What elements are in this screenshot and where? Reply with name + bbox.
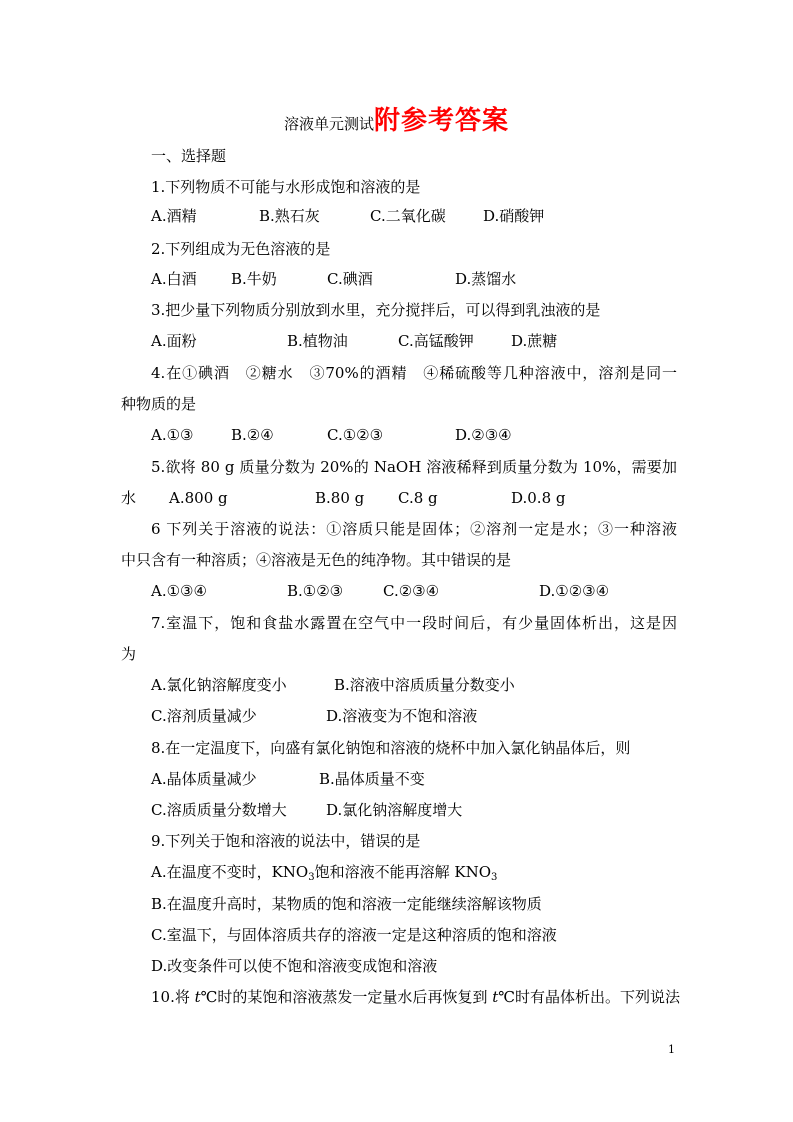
q10-variable-2: t [492,988,499,1006]
q9-option-d: D.改变条件可以使不饱和溶液变成饱和溶液 [151,957,438,975]
page-title [0,100,793,137]
q10-variable-1: t [194,988,201,1006]
q3-option-b: B.植物油 [287,332,348,350]
q8-option-b: B.晶体质量不变 [319,770,425,788]
q6-option-b: B.①②③ [287,582,344,600]
question-9-stem: 9.下列关于饱和溶液的说法中，错误的是 [151,832,421,850]
q7-option-b: B.溶液中溶质质量分数变小 [334,676,515,694]
q4-option-c: C.①②③ [327,426,384,444]
q8-option-c: C.溶质质量分数增大 [151,801,287,819]
q9-option-b: B.在温度升高时，某物质的饱和溶液一定能继续溶解该物质 [151,895,542,913]
q9-option-a-text-2: 饱和溶液不能再溶解 KNO [314,863,492,881]
question-7-stem-line1: 7.室温下，饱和食盐水露置在空气中一段时间后，有少量固体析出，这是因 [151,614,677,632]
q6-option-c: C.②③④ [383,582,440,600]
title-main: 溶液单元测试 [283,115,374,133]
q3-option-d: D.蔗糖 [511,332,558,350]
q10-text-3: ℃时有晶体析出。下列说法 [498,988,681,1006]
q6-option-a: A.①③④ [151,582,207,600]
question-4-stem-line2: 种物质的是 [121,395,197,413]
q1-option-b: B.熟石灰 [259,207,320,225]
question-5-stem-line1: 5.欲将 80 g 质量分数为 20%的 NaOH 溶液稀释到质量分数为 10%，需要加 [151,458,677,476]
q8-option-a: A.晶体质量减少 [151,770,257,788]
question-2-stem: 2.下列组成为无色溶液的是 [151,240,331,258]
question-6-stem-line2: 中只含有一种溶质；④溶液是无色的纯净物。其中错误的是 [121,551,512,569]
q7-option-c: C.溶剂质量减少 [151,707,257,725]
question-8-stem: 8.在一定温度下，向盛有氯化钠饱和溶液的烧杯中加入氯化钠晶体后，则 [151,739,631,757]
question-4-stem-line1: 4.在①碘酒 ②糖水 ③70%的酒精 ④稀硫酸等几种溶液中，溶剂是同一 [151,364,677,382]
q1-option-d: D.硝酸钾 [483,207,545,225]
q3-option-c: C.高锰酸钾 [398,332,474,350]
question-3-stem: 3.把少量下列物质分别放到水里，充分搅拌后，可以得到乳浊液的是 [151,301,601,319]
q5-stem-suffix: 水 [121,489,137,507]
q2-option-b: B.牛奶 [231,270,277,288]
q4-option-d: D.②③④ [455,426,512,444]
q10-text-1: 10.将 [151,988,195,1006]
question-6-stem-line1: 6 下列关于溶液的说法：①溶质只能是固体；②溶剂一定是水；③一种溶液 [151,520,677,538]
q7-option-d: D.溶液变为不饱和溶液 [326,707,478,725]
question-7-stem-line2: 为 [121,645,137,663]
section-heading: 一、选择题 [151,147,227,165]
q10-text-2: ℃时的某饱和溶液蒸发一定量水后再恢复到 [200,988,493,1006]
question-1-stem: 1.下列物质不可能与水形成饱和溶液的是 [151,178,421,196]
q5-option-c: C.8 g [398,489,438,507]
q2-option-c: C.碘酒 [327,270,373,288]
q5-option-d: D.0.8 g [511,489,566,507]
title-highlight: 附参考答案 [374,106,510,136]
q9-option-c: C.室温下，与固体溶质共存的溶液一定是这种溶质的饱和溶液 [151,926,557,944]
q8-option-d: D.氯化钠溶解度增大 [326,801,463,819]
q1-option-c: C.二氧化碳 [370,207,446,225]
q7-option-a: A.氯化钠溶解度变小 [151,676,287,694]
q9-option-a-subscript-1: 3 [308,872,315,883]
q9-option-a [151,862,497,882]
q5-option-b: B.80 g [315,489,365,507]
q2-option-a: A.白酒 [151,270,197,288]
q4-option-a: A.①③ [151,426,194,444]
q2-option-d: D.蒸馏水 [455,270,517,288]
q4-option-b: B.②④ [231,426,274,444]
q9-option-a-text-1: A.在温度不变时，KNO [151,863,309,881]
q5-option-a: A.800 g [169,489,228,507]
page-number: 1 [668,1043,675,1056]
q6-option-d: D.①②③④ [539,582,610,600]
q1-option-a: A.酒精 [151,207,197,225]
q3-option-a: A.面粉 [151,332,197,350]
q9-option-a-subscript-2: 3 [491,872,498,883]
question-10-stem [151,987,680,1007]
